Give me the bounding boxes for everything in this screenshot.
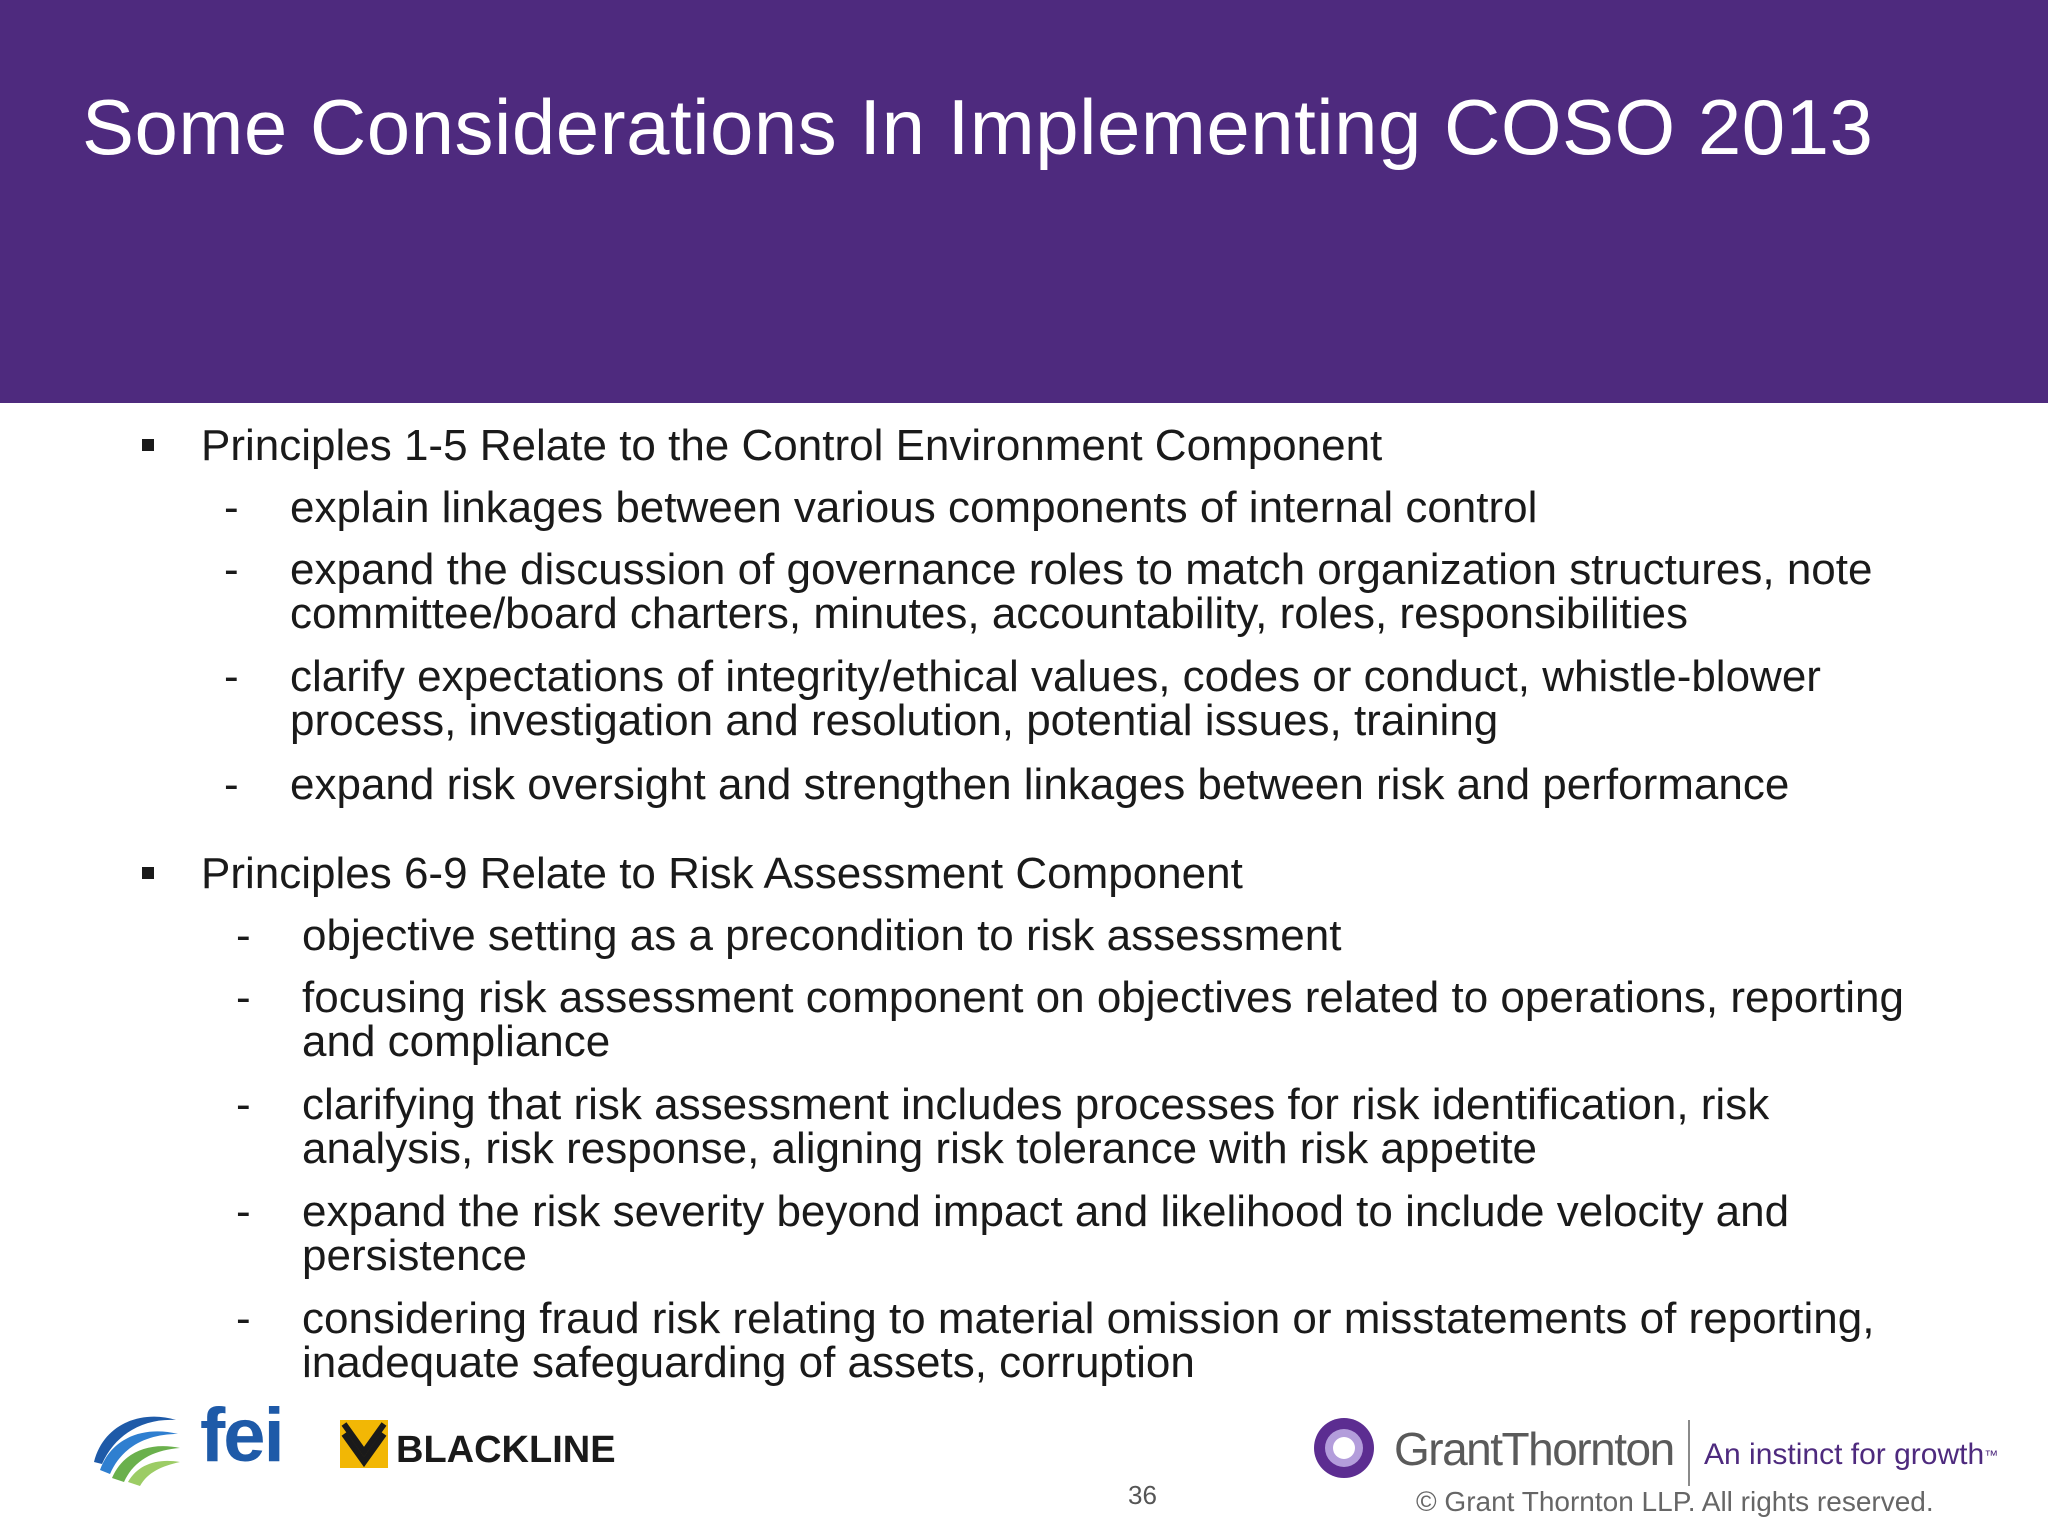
dash-marker: - [236, 911, 251, 960]
dash-marker: - [224, 652, 239, 701]
bullet-square-icon [142, 867, 154, 879]
list-item: focusing risk assessment component on objectives related to operations, reporting and compliance [302, 973, 1904, 1066]
list-item: clarifying that risk assessment includes processes for risk identification, risk analysis, risk response, aligning risk tolerance with risk appetite [302, 1080, 1770, 1173]
dash-marker: - [236, 1187, 251, 1236]
dash-marker: - [224, 483, 239, 532]
dash-marker: - [236, 1080, 251, 1129]
grant-thornton-ring-icon [1310, 1414, 1378, 1482]
dash-marker: - [236, 1294, 251, 1343]
section-heading: Principles 6-9 Relate to Risk Assessment Component [201, 849, 1243, 898]
page-number: 36 [1128, 1480, 1157, 1510]
list-item: clarify expectations of integrity/ethical values, codes or conduct, whistle-blower process, investigation and resolution, potential issues, training [290, 652, 1821, 745]
list-item: explain linkages between various components of internal control [290, 483, 1538, 532]
list-item: considering fraud risk relating to material omission or misstatements of reporting, inadequate safeguarding of assets, corruption [302, 1294, 1875, 1387]
dash-marker: - [224, 760, 239, 809]
blackline-mark-icon [340, 1420, 388, 1468]
dash-marker: - [224, 545, 239, 594]
blackline-logo: BLACKLINE [396, 1429, 616, 1471]
trademark-mark: ™ [1984, 1447, 1999, 1463]
section-heading: Principles 1-5 Relate to the Control Environment Component [201, 421, 1383, 470]
list-item: objective setting as a precondition to risk assessment [302, 911, 1342, 960]
grant-thornton-tagline: An instinct for growth™ [1704, 1438, 1999, 1471]
dash-marker: - [236, 973, 251, 1022]
bullet-square-icon [142, 439, 154, 451]
list-item: expand the discussion of governance roles to match organization structures, note committee/board charters, minutes, accountability, roles, responsibilities [290, 545, 1873, 638]
title-banner [0, 0, 2048, 403]
logo-divider [1688, 1420, 1690, 1486]
list-item: expand the risk severity beyond impact and likelihood to include velocity and persistence [302, 1187, 1790, 1280]
fei-swirl-icon [84, 1402, 184, 1486]
fei-logo: fei [200, 1393, 283, 1478]
copyright-notice: © Grant Thornton LLP. All rights reserved. [1416, 1486, 1934, 1517]
grant-thornton-logo: GrantThornton [1394, 1423, 1674, 1475]
slide-title: Some Considerations In Implementing COSO 2013 [82, 83, 1874, 171]
list-item: expand risk oversight and strengthen linkages between risk and performance [290, 760, 1790, 809]
